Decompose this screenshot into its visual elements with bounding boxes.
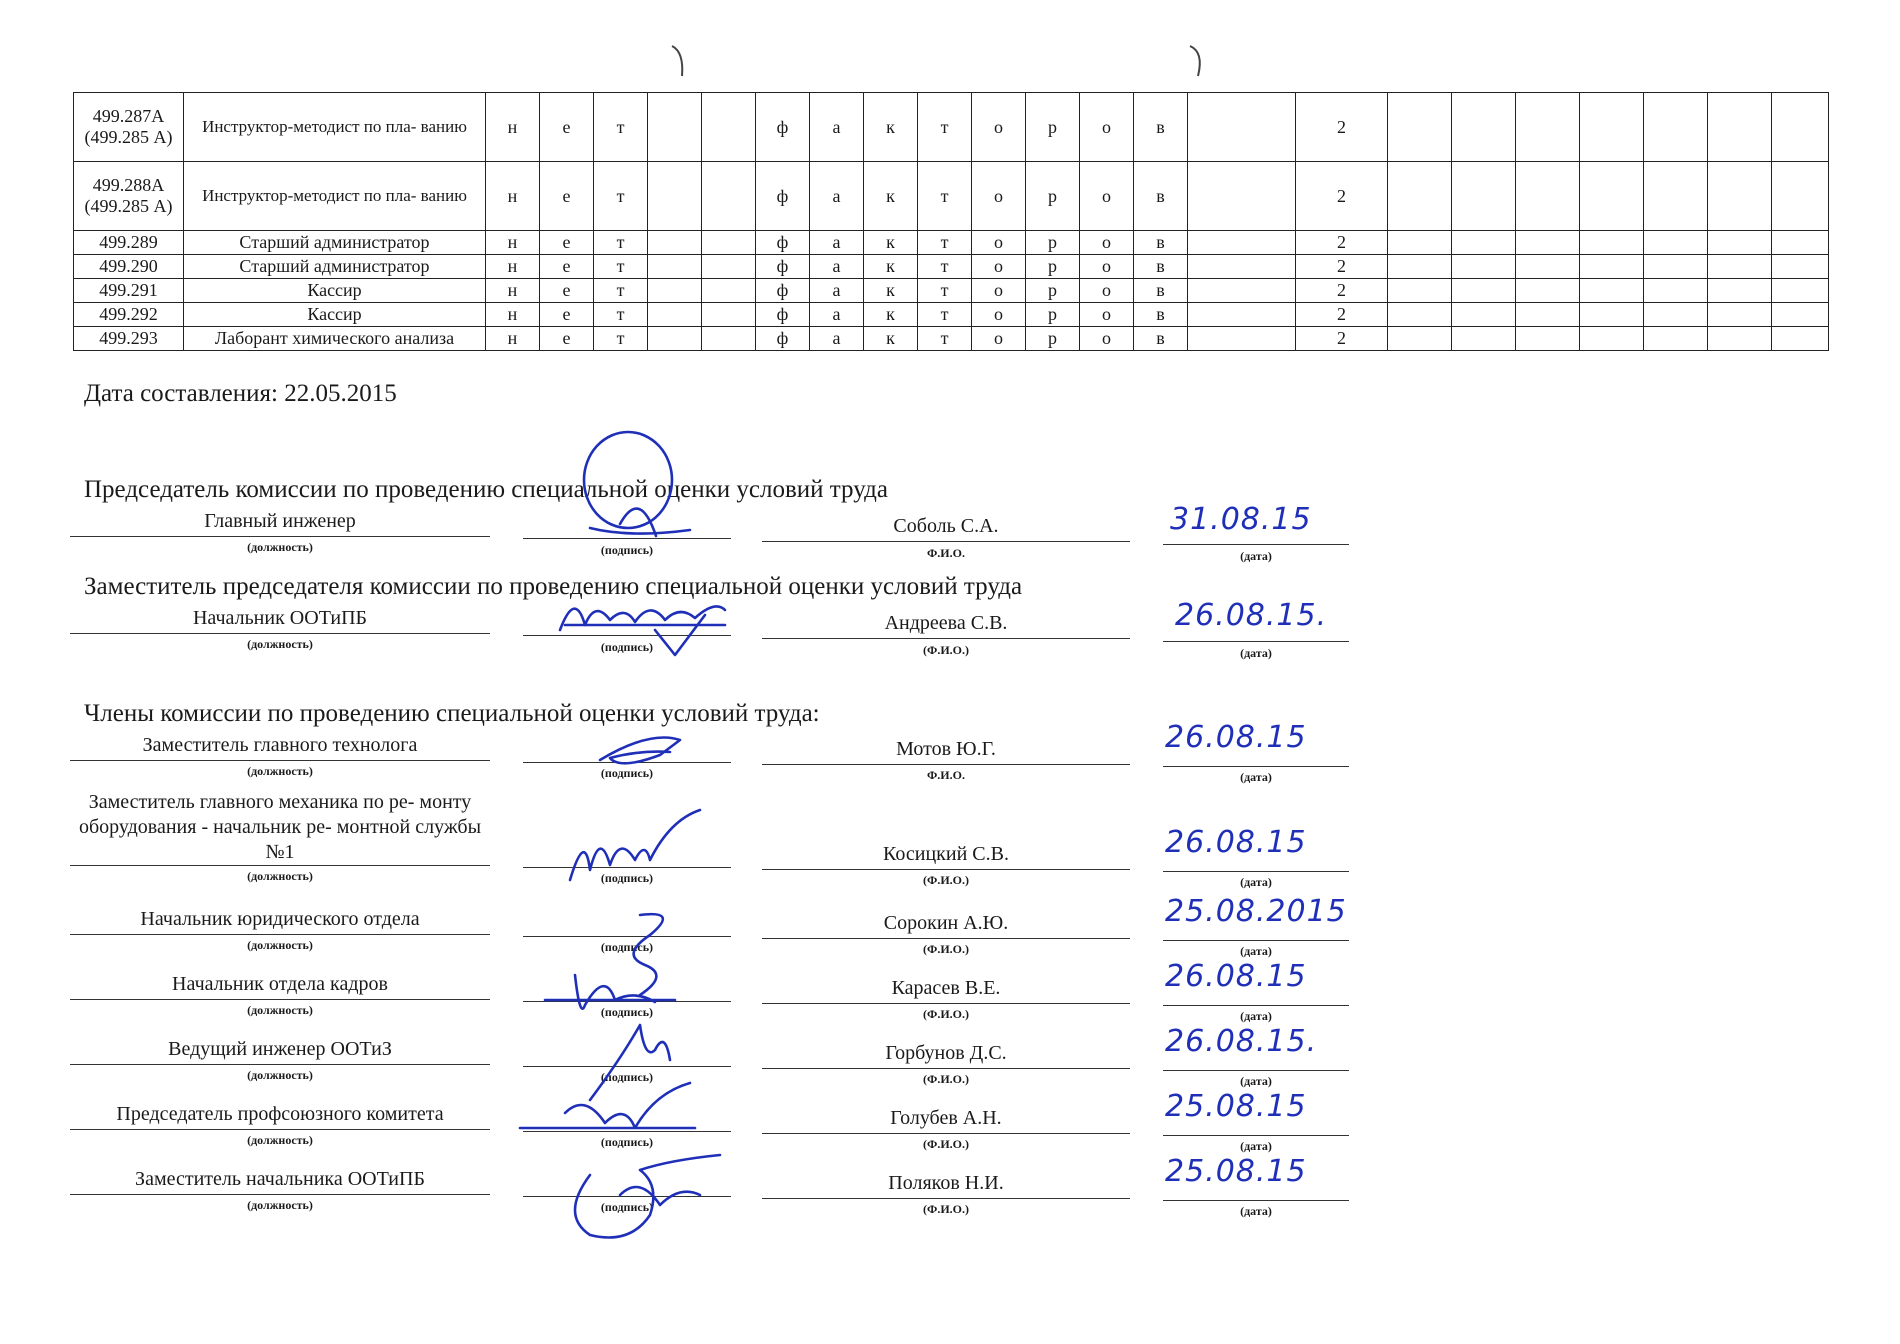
workplace-code: 499.289 (74, 231, 184, 255)
member-name: Сорокин А.Ю. (762, 912, 1130, 939)
table-cell: н (486, 303, 540, 327)
table-cell: а (810, 255, 864, 279)
table-row (74, 93, 1829, 162)
workplace-code: 499.288А (499.285 А) (74, 162, 184, 231)
table-cell (1516, 93, 1580, 162)
workplace-code: 499.287А (499.285 А) (74, 93, 184, 162)
table-cell: ф (756, 231, 810, 255)
table-cell (702, 93, 756, 162)
date-caption: (дата) (1240, 1009, 1272, 1023)
workplace-code: 499.293 (74, 327, 184, 351)
table-cell (648, 162, 702, 231)
member-position: Заместитель начальника ООТиПБ (70, 1168, 490, 1195)
table-cell (1452, 255, 1516, 279)
signature-caption: (подпись) (600, 766, 654, 780)
punch-mark-right (1188, 42, 1206, 82)
table-cell (1708, 303, 1772, 327)
table-cell: р (1026, 255, 1080, 279)
position-caption: (должность) (247, 1068, 313, 1082)
deputy-signature (555, 580, 730, 660)
table-cell (648, 231, 702, 255)
table-cell: а (810, 93, 864, 162)
workplace-code: 499.290 (74, 255, 184, 279)
table-cell (1188, 93, 1296, 162)
position-caption: (должность) (247, 938, 313, 952)
position-caption: (должность) (247, 764, 313, 778)
table-cell (702, 303, 756, 327)
table-cell (702, 327, 756, 351)
chairman-signature (560, 428, 700, 548)
name-caption: (Ф.И.О.) (923, 1202, 969, 1216)
table-cell: т (594, 93, 648, 162)
table-cell (1644, 279, 1708, 303)
workplace-position: Кассир (184, 303, 486, 327)
member-name: Поляков Н.И. (762, 1172, 1130, 1199)
deputy-name: Андреева С.В. (762, 612, 1130, 639)
signature-caption: (подпись) (600, 640, 654, 654)
member-name: Косицкий С.В. (762, 843, 1130, 870)
table-cell (1772, 162, 1829, 231)
table-cell: о (1080, 327, 1134, 351)
member-handwritten-date: 26.08.15 (1165, 959, 1307, 994)
table-cell: р (1026, 162, 1080, 231)
table-row (74, 231, 1829, 255)
table-cell: н (486, 162, 540, 231)
name-caption: Ф.И.О. (927, 768, 965, 782)
chairman-position: Главный инженер (70, 510, 490, 537)
table-cell (1452, 162, 1516, 231)
table-cell (1644, 303, 1708, 327)
name-caption: (Ф.И.О.) (923, 873, 969, 887)
table-cell: 2 (1296, 327, 1388, 351)
member-position: Ведущий инженер ООТиЗ (70, 1038, 490, 1065)
signature-caption: (подпись) (600, 871, 654, 885)
table-cell (1516, 162, 1580, 231)
table-cell: а (810, 327, 864, 351)
table-cell: 2 (1296, 279, 1388, 303)
member-signature (535, 960, 685, 1020)
table-cell (1452, 303, 1516, 327)
workplace-position: Инструктор-методист по пла- ванию (184, 162, 486, 231)
table-cell: к (864, 279, 918, 303)
table-cell (1516, 255, 1580, 279)
table-cell (1188, 255, 1296, 279)
table-cell (648, 93, 702, 162)
table-cell: о (1080, 162, 1134, 231)
table-cell (1452, 231, 1516, 255)
member-signature (550, 1155, 730, 1235)
table-cell: н (486, 231, 540, 255)
table-cell: т (918, 162, 972, 231)
table-cell (1772, 279, 1829, 303)
table-cell: 2 (1296, 162, 1388, 231)
table-cell: т (918, 327, 972, 351)
table-cell: ф (756, 279, 810, 303)
member-position: Заместитель главного технолога (70, 734, 490, 761)
table-cell (702, 279, 756, 303)
members-section-title: Члены комиссии по проведению специальной оценки условий труда: (84, 700, 820, 727)
table-cell (1188, 327, 1296, 351)
table-cell (648, 303, 702, 327)
table-cell (648, 327, 702, 351)
table-cell: н (486, 279, 540, 303)
table-cell (702, 255, 756, 279)
signature-caption: (подпись) (600, 1005, 654, 1019)
table-cell (1708, 231, 1772, 255)
table-cell: в (1134, 93, 1188, 162)
table-row (74, 279, 1829, 303)
member-handwritten-date: 25.08.2015 (1165, 894, 1347, 929)
workplace-code: 499.292 (74, 303, 184, 327)
table-cell (1516, 279, 1580, 303)
table-cell (1388, 303, 1452, 327)
table-cell (1188, 279, 1296, 303)
table-cell: ф (756, 303, 810, 327)
table-cell: е (540, 162, 594, 231)
member-position: Председатель профсоюзного комитета (70, 1103, 490, 1130)
table-cell (648, 255, 702, 279)
table-cell (1644, 93, 1708, 162)
table-cell: к (864, 255, 918, 279)
table-cell (1388, 231, 1452, 255)
table-cell: 2 (1296, 303, 1388, 327)
table-cell (1188, 162, 1296, 231)
workplace-position: Старший администратор (184, 231, 486, 255)
table-cell: е (540, 327, 594, 351)
table-cell (1388, 279, 1452, 303)
table-cell (1188, 231, 1296, 255)
table-cell: о (972, 279, 1026, 303)
table-row (74, 303, 1829, 327)
table-cell: н (486, 327, 540, 351)
signature-caption: (подпись) (600, 1135, 654, 1149)
member-name: Карасев В.Е. (762, 977, 1130, 1004)
signature-caption: (подпись) (600, 940, 654, 954)
table-cell (1580, 93, 1644, 162)
table-cell (1772, 327, 1829, 351)
table-cell (1388, 327, 1452, 351)
table-cell: ф (756, 93, 810, 162)
table-cell: к (864, 327, 918, 351)
table-cell (1708, 255, 1772, 279)
table-cell: 2 (1296, 231, 1388, 255)
workplace-position: Инструктор-методист по пла- ванию (184, 93, 486, 162)
deputy-handwritten-date: 26.08.15. (1175, 598, 1328, 633)
table-row (74, 162, 1829, 231)
table-cell (1516, 327, 1580, 351)
member-handwritten-date: 26.08.15 (1165, 825, 1307, 860)
table-cell: 2 (1296, 255, 1388, 279)
date-caption: (дата) (1240, 1204, 1272, 1218)
table-cell: р (1026, 327, 1080, 351)
table-cell: а (810, 279, 864, 303)
table-cell: н (486, 93, 540, 162)
table-cell (702, 231, 756, 255)
member-name: Голубев А.Н. (762, 1107, 1130, 1134)
table-cell (1452, 279, 1516, 303)
table-cell: ф (756, 162, 810, 231)
date-caption: (дата) (1240, 875, 1272, 889)
assessment-table (73, 92, 1829, 351)
table-cell (1772, 93, 1829, 162)
member-handwritten-date: 25.08.15 (1165, 1089, 1307, 1124)
date-caption: (дата) (1240, 944, 1272, 958)
table-cell (1188, 303, 1296, 327)
table-cell: о (972, 162, 1026, 231)
name-caption: (Ф.И.О.) (923, 643, 969, 657)
name-caption: (Ф.И.О.) (923, 1007, 969, 1021)
table-cell (1772, 255, 1829, 279)
table-cell: о (972, 255, 1026, 279)
table-cell: в (1134, 303, 1188, 327)
date-caption: (дата) (1240, 549, 1272, 563)
table-cell: т (594, 303, 648, 327)
table-cell: 2 (1296, 93, 1388, 162)
table-cell (1580, 162, 1644, 231)
workplace-position: Старший администратор (184, 255, 486, 279)
table-cell (1388, 93, 1452, 162)
chairman-name: Соболь С.А. (762, 515, 1130, 542)
table-cell: н (486, 255, 540, 279)
table-cell: о (1080, 303, 1134, 327)
table-cell (1516, 231, 1580, 255)
date-caption: (дата) (1240, 1074, 1272, 1088)
table-cell: а (810, 303, 864, 327)
name-caption: (Ф.И.О.) (923, 1137, 969, 1151)
table-row (74, 255, 1829, 279)
table-cell: е (540, 93, 594, 162)
table-cell (1772, 231, 1829, 255)
table-cell (1772, 303, 1829, 327)
table-cell (1644, 162, 1708, 231)
table-cell: о (972, 327, 1026, 351)
position-caption: (должность) (247, 540, 313, 554)
position-caption: (должность) (247, 1133, 313, 1147)
table-cell: к (864, 303, 918, 327)
table-cell: о (1080, 255, 1134, 279)
member-handwritten-date: 26.08.15 (1165, 720, 1307, 755)
table-cell: т (918, 303, 972, 327)
position-caption: (должность) (247, 637, 313, 651)
member-signature (590, 730, 710, 780)
table-cell (1708, 93, 1772, 162)
table-cell: в (1134, 255, 1188, 279)
table-cell: к (864, 231, 918, 255)
table-cell: е (540, 255, 594, 279)
table-cell (1452, 93, 1516, 162)
table-cell: р (1026, 231, 1080, 255)
table-cell: т (594, 231, 648, 255)
table-cell: к (864, 162, 918, 231)
compilation-date: Дата составления: 22.05.2015 (84, 380, 397, 407)
table-cell (648, 279, 702, 303)
table-row (74, 327, 1829, 351)
table-cell: т (918, 279, 972, 303)
punch-mark-left (670, 42, 688, 82)
chairman-handwritten-date: 31.08.15 (1170, 502, 1312, 537)
chairman-section-title: Председатель комиссии по проведению специальной оценки условий труда (84, 476, 888, 503)
date-caption: (дата) (1240, 770, 1272, 784)
member-signature (515, 1083, 705, 1153)
member-handwritten-date: 26.08.15. (1165, 1024, 1318, 1059)
table-cell: в (1134, 327, 1188, 351)
table-cell: т (918, 255, 972, 279)
table-cell (1644, 327, 1708, 351)
signature-caption: (подпись) (600, 1070, 654, 1084)
table-cell (1644, 255, 1708, 279)
table-cell: р (1026, 279, 1080, 303)
table-cell: т (918, 231, 972, 255)
table-cell (1580, 327, 1644, 351)
table-cell: а (810, 231, 864, 255)
table-cell: в (1134, 231, 1188, 255)
name-caption: (Ф.И.О.) (923, 1072, 969, 1086)
table-cell: о (972, 231, 1026, 255)
member-position: Начальник юридического отдела (70, 908, 490, 935)
table-cell: т (594, 255, 648, 279)
table-cell (1644, 231, 1708, 255)
table-cell: о (972, 93, 1026, 162)
table-cell (1516, 303, 1580, 327)
member-handwritten-date: 25.08.15 (1165, 1154, 1307, 1189)
date-caption: (дата) (1240, 646, 1272, 660)
table-cell: р (1026, 93, 1080, 162)
member-name: Горбунов Д.С. (762, 1042, 1130, 1069)
table-cell: в (1134, 279, 1188, 303)
table-cell (1708, 279, 1772, 303)
table-cell: о (1080, 93, 1134, 162)
table-cell (1452, 327, 1516, 351)
table-cell: ф (756, 255, 810, 279)
table-cell: е (540, 279, 594, 303)
member-name: Мотов Ю.Г. (762, 738, 1130, 765)
deputy-section-title: Заместитель председателя комиссии по проведению специальной оценки условий труда (84, 573, 1023, 600)
table-cell (1580, 303, 1644, 327)
position-caption: (должность) (247, 1003, 313, 1017)
table-cell: к (864, 93, 918, 162)
table-cell (702, 162, 756, 231)
table-cell (1708, 162, 1772, 231)
member-position: Заместитель главного механика по ре- монту оборудования - начальник ре- монтной службы №1 (70, 790, 490, 866)
table-cell (1388, 162, 1452, 231)
workplace-position: Кассир (184, 279, 486, 303)
date-caption: (дата) (1240, 1139, 1272, 1153)
deputy-position: Начальник ООТиПБ (70, 607, 490, 634)
table-cell (1580, 279, 1644, 303)
signature-caption: (подпись) (600, 543, 654, 557)
workplace-position: Лаборант химического анализа (184, 327, 486, 351)
signature-caption: (подпись) (600, 1200, 654, 1214)
table-cell: о (972, 303, 1026, 327)
table-cell: о (1080, 231, 1134, 255)
table-cell: о (1080, 279, 1134, 303)
table-cell: т (594, 279, 648, 303)
workplace-code: 499.291 (74, 279, 184, 303)
member-signature (550, 810, 730, 910)
name-caption: (Ф.И.О.) (923, 942, 969, 956)
table-cell: е (540, 231, 594, 255)
table-cell: а (810, 162, 864, 231)
table-cell: ф (756, 327, 810, 351)
table-cell (1580, 231, 1644, 255)
table-cell: т (594, 162, 648, 231)
table-cell: в (1134, 162, 1188, 231)
table-cell: т (918, 93, 972, 162)
table-cell (1580, 255, 1644, 279)
table-cell: р (1026, 303, 1080, 327)
table-cell (1388, 255, 1452, 279)
position-caption: (должность) (247, 1198, 313, 1212)
name-caption: Ф.И.О. (927, 546, 965, 560)
position-caption: (должность) (247, 869, 313, 883)
table-cell: е (540, 303, 594, 327)
table-cell: т (594, 327, 648, 351)
member-position: Начальник отдела кадров (70, 973, 490, 1000)
table-cell (1708, 327, 1772, 351)
